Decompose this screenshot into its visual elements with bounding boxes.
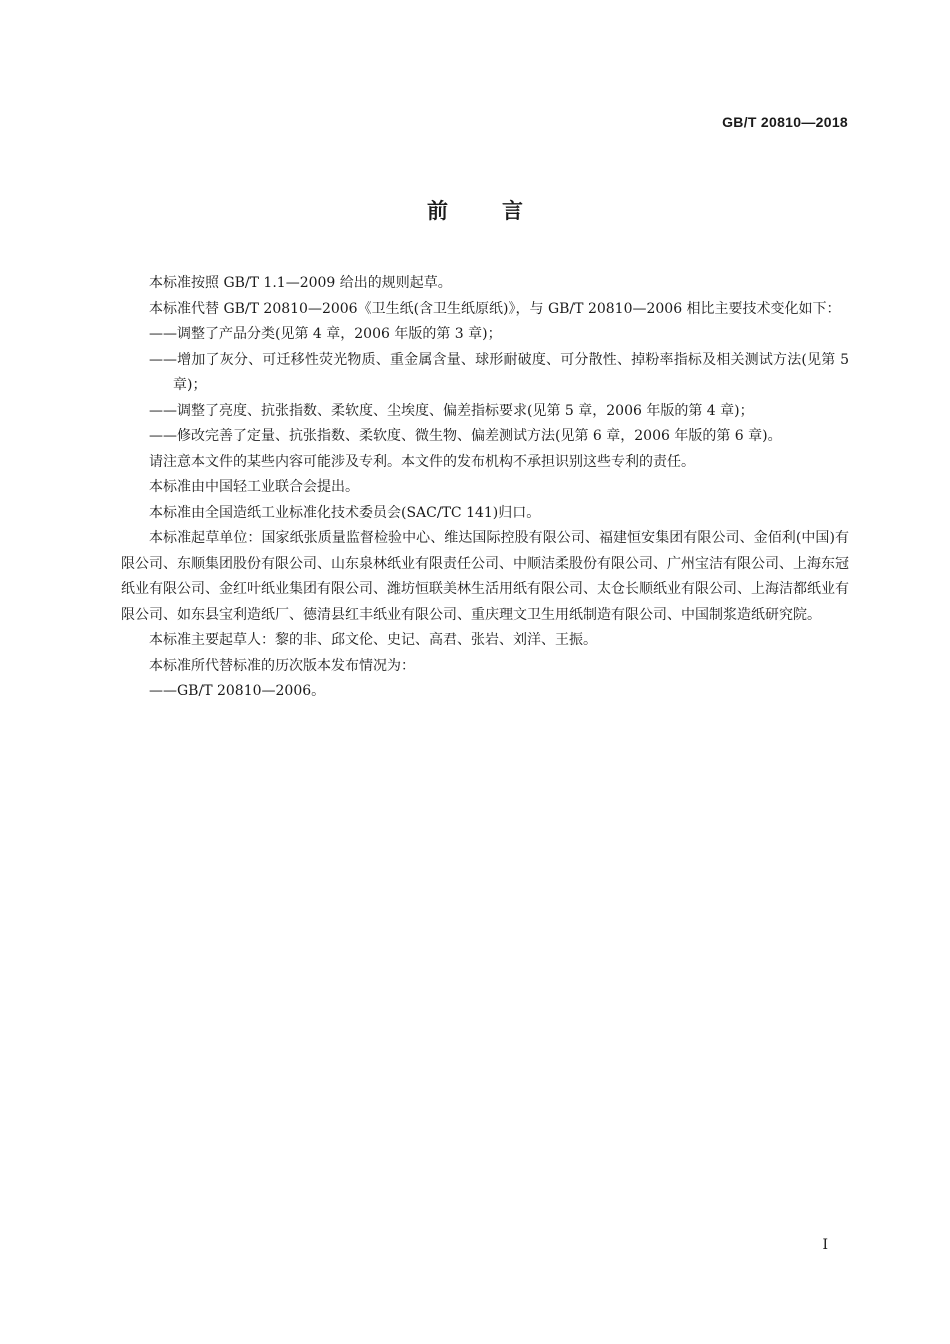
- change-item-4: ——修改完善了定量、抗张指数、柔软度、微生物、偏差测试方法(见第 6 章，2006 年版的第 6 章)。: [149, 428, 782, 444]
- change-item-2: ——增加了灰分、可迁移性荧光物质、重金属含量、球形耐破度、可分散性、掉粉率指标及相关测试方法(见第 5 章)；: [149, 351, 849, 393]
- paragraph-drafting-units: 本标准起草单位：国家纸张质量监督检验中心、维达国际控股有限公司、福建恒安集团有限公司、金佰利(中国)有限公司、东顺集团股份有限公司、山东泉林纸业有限责任公司、中顺洁柔股份有限公司、广州宝洁有限公司、上海东冠纸业有限公司、金红叶纸业集团有限公司、潍坊恒联美林生活用纸有限公司、太仓长顺纸业有限公司、上海洁都纸业有限公司、如东县宝利造纸厂、德清县红丰纸业有限公司、重庆理文卫生用纸制造有限公司、中国制浆造纸研究院。: [121, 530, 849, 623]
- title-char-1: 前: [427, 199, 448, 223]
- paragraph-drafters: 本标准主要起草人：黎的非、邱文伦、史记、高君、张岩、刘洋、王振。: [149, 632, 597, 648]
- paragraph-version-history: 本标准所代替标准的历次版本发布情况为：: [149, 657, 415, 674]
- change-item-1: ——调整了产品分类(见第 4 章，2006 年版的第 3 章)；: [149, 326, 502, 342]
- title-char-2: 言: [502, 199, 523, 223]
- version-item-1: ——GB/T 20810—2006。: [149, 683, 326, 699]
- change-item-3: ——调整了亮度、抗张指数、柔软度、尘埃度、偏差指标要求(见第 5 章，2006 年版的第 4 章)；: [149, 402, 754, 419]
- standard-code: GB/T 20810—2018: [722, 114, 848, 130]
- paragraph-replacement: 本标准代替 GB/T 20810—2006《卫生纸(含卫生纸原纸)》，与 GB/T 20810—2006 相比主要技术变化如下：: [149, 300, 841, 317]
- page-title: [0, 195, 950, 225]
- paragraph-drafting-rules: 本标准按照 GB/T 1.1—2009 给出的规则起草。: [149, 275, 452, 291]
- paragraph-committee: 本标准由全国造纸工业标准化技术委员会(SAC/TC 141)归口。: [149, 504, 541, 521]
- paragraph-patent-notice: 请注意本文件的某些内容可能涉及专利。本文件的发布机构不承担识别这些专利的责任。: [149, 453, 695, 470]
- document-body: [121, 271, 849, 705]
- paragraph-proposer: 本标准由中国轻工业联合会提出。: [149, 479, 359, 495]
- page-number: I: [822, 1237, 828, 1253]
